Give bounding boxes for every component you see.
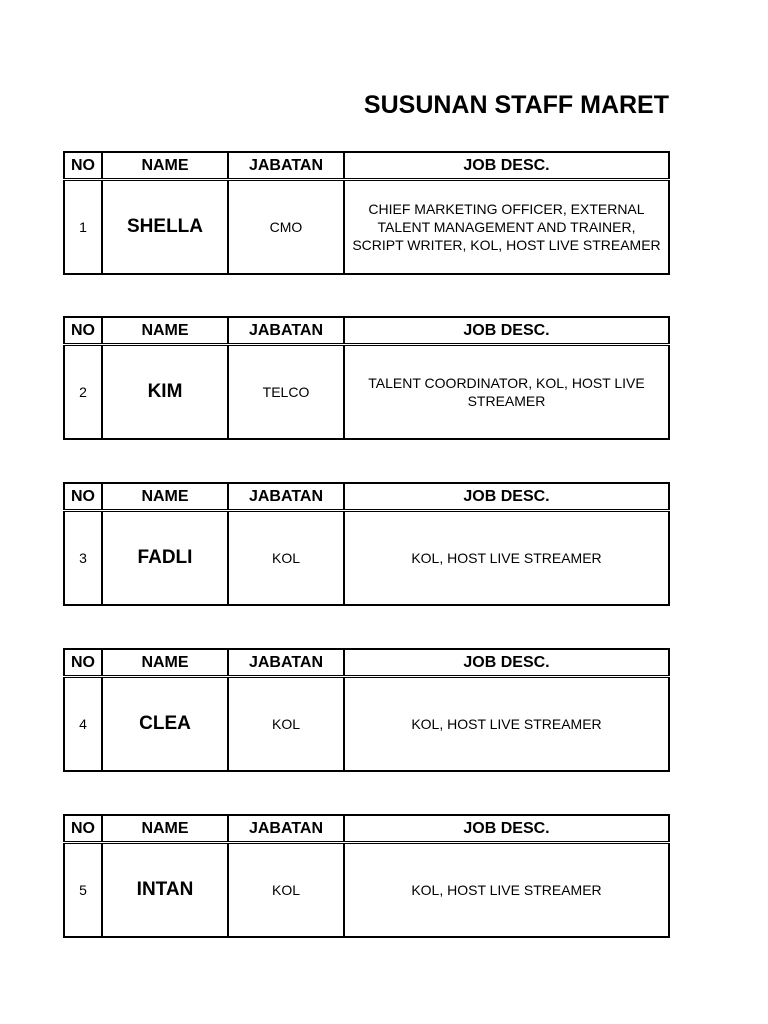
staff-name: FADLI — [102, 511, 228, 606]
header-job-desc: JOB DESC. — [344, 649, 669, 677]
staff-jabatan: KOL — [228, 843, 344, 938]
table-row — [64, 345, 669, 440]
job-desc-line: TALENT COORDINATOR, KOL, HOST LIVE — [368, 375, 645, 391]
staff-jabatan: KOL — [228, 677, 344, 772]
staff-no: 3 — [64, 511, 102, 606]
staff-no: 2 — [64, 345, 102, 440]
header-name: NAME — [102, 152, 228, 180]
page-title: SUSUNAN STAFF MARET — [363, 91, 669, 119]
header-row — [64, 152, 669, 180]
staff-job-desc — [344, 345, 669, 440]
staff-no: 4 — [64, 677, 102, 772]
staff-no: 5 — [64, 843, 102, 938]
table-row — [64, 180, 669, 275]
job-desc-line: CHIEF MARKETING OFFICER, EXTERNAL — [368, 201, 645, 217]
header-name: NAME — [102, 649, 228, 677]
header-no: NO — [64, 815, 102, 843]
header-no: NO — [64, 649, 102, 677]
header-jabatan: JABATAN — [228, 317, 344, 345]
header-name: NAME — [102, 317, 228, 345]
header-row — [64, 483, 669, 511]
header-job-desc: JOB DESC. — [344, 815, 669, 843]
staff-job-desc — [344, 677, 669, 772]
staff-name: CLEA — [102, 677, 228, 772]
staff-job-desc — [344, 843, 669, 938]
staff-table-5 — [63, 814, 670, 938]
table-row — [64, 511, 669, 606]
header-jabatan: JABATAN — [228, 815, 344, 843]
job-desc-line: KOL, HOST LIVE STREAMER — [411, 716, 602, 732]
table-row — [64, 677, 669, 772]
staff-name: INTAN — [102, 843, 228, 938]
header-row — [64, 649, 669, 677]
staff-no: 1 — [64, 180, 102, 275]
job-desc-line: KOL, HOST LIVE STREAMER — [411, 882, 602, 898]
table-row — [64, 843, 669, 938]
header-name: NAME — [102, 815, 228, 843]
header-jabatan: JABATAN — [228, 483, 344, 511]
staff-name: SHELLA — [102, 180, 228, 275]
staff-table-2 — [63, 316, 670, 440]
staff-jabatan: CMO — [228, 180, 344, 275]
header-job-desc: JOB DESC. — [344, 317, 669, 345]
header-job-desc: JOB DESC. — [344, 483, 669, 511]
header-no: NO — [64, 317, 102, 345]
staff-job-desc — [344, 180, 669, 275]
staff-table-4 — [63, 648, 670, 772]
header-jabatan: JABATAN — [228, 152, 344, 180]
job-desc-line: TALENT MANAGEMENT AND TRAINER, — [377, 219, 636, 235]
staff-job-desc — [344, 511, 669, 606]
header-no: NO — [64, 152, 102, 180]
staff-jabatan: KOL — [228, 511, 344, 606]
job-desc-line: KOL, HOST LIVE STREAMER — [411, 550, 602, 566]
job-desc-line: STREAMER — [467, 393, 546, 409]
header-row — [64, 815, 669, 843]
staff-name: KIM — [102, 345, 228, 440]
header-row — [64, 317, 669, 345]
header-no: NO — [64, 483, 102, 511]
header-jabatan: JABATAN — [228, 649, 344, 677]
job-desc-line: SCRIPT WRITER, KOL, HOST LIVE STREAMER — [352, 237, 661, 253]
staff-table-3 — [63, 482, 670, 606]
staff-table-1 — [63, 151, 670, 275]
header-name: NAME — [102, 483, 228, 511]
staff-jabatan: TELCO — [228, 345, 344, 440]
header-job-desc: JOB DESC. — [344, 152, 669, 180]
